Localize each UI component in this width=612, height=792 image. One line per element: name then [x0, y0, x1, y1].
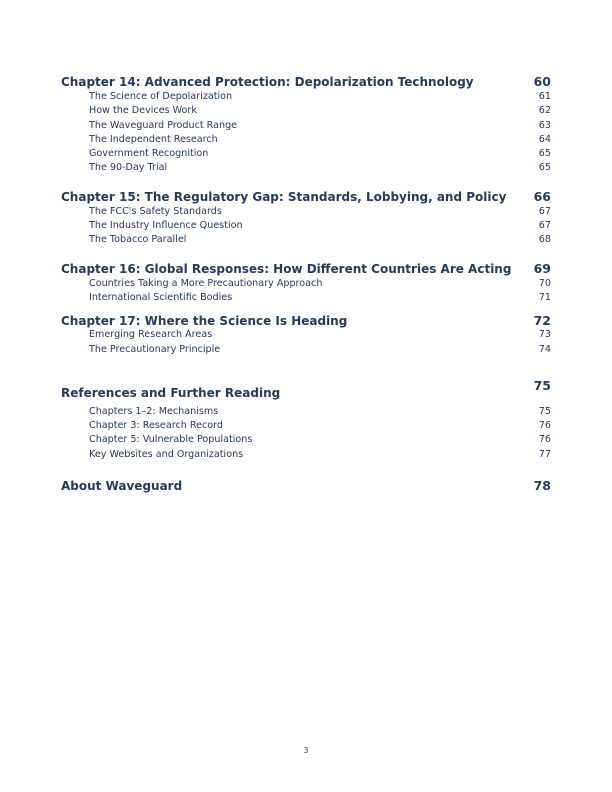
subentry-title: Countries Taking a More Precautionary Approach: [89, 277, 323, 289]
toc-subentry[interactable]: [61, 161, 551, 175]
subentry-title: The Waveguard Product Range: [89, 119, 238, 131]
chapter-title: Chapter 15: The Regulatory Gap: Standards, Lobbying, and Policy: [61, 189, 507, 204]
toc-section: [61, 379, 551, 462]
subentry-page-number: 65: [538, 148, 551, 160]
chapter-title: Chapter 16: Global Responses: How Different Countries Are Acting: [61, 261, 512, 276]
subentry-title: Chapters 1–2: Mechanisms: [89, 405, 219, 417]
subentry-page-number: 76: [538, 434, 551, 446]
toc-chapter-entry[interactable]: [61, 74, 551, 90]
subentry-title: The 90-Day Trial: [89, 162, 168, 174]
toc-section: [61, 74, 551, 176]
subentry-page-number: 77: [538, 448, 551, 460]
subentry-title: The Science of Depolarization: [89, 91, 233, 102]
subentry-page-number: 67: [538, 220, 551, 232]
toc-section: [61, 261, 551, 306]
toc-subentry[interactable]: [61, 277, 551, 291]
subentry-page-number: 68: [538, 234, 551, 246]
toc-subentry[interactable]: [61, 133, 551, 147]
toc-chapter-entry[interactable]: [61, 261, 551, 277]
subentry-page-number: 76: [538, 420, 551, 432]
toc-chapter-entry[interactable]: [61, 478, 551, 494]
toc-subentry[interactable]: [61, 448, 551, 462]
subentry-title: The FCC's Safety Standards: [89, 205, 222, 217]
subentry-title: The Tobacco Parallel: [89, 234, 187, 246]
toc-section: [61, 189, 551, 248]
table-of-contents: [61, 74, 551, 494]
subentry-title: Government Recognition: [89, 148, 209, 160]
chapter-page-number: 75: [533, 377, 551, 393]
toc-subentry[interactable]: [61, 291, 551, 305]
subentry-page-number: 61: [538, 91, 551, 102]
toc-chapter-entry[interactable]: [61, 189, 551, 205]
subentry-title: The Precautionary Principle: [89, 343, 221, 355]
subentry-page-number: 64: [538, 133, 551, 145]
subentry-title: Chapter 5: Vulnerable Populations: [89, 434, 253, 446]
chapter-title: Chapter 14: Advanced Protection: Depolarization Technology: [61, 75, 474, 89]
subentry-title: The Industry Influence Question: [89, 220, 243, 232]
subentry-page-number: 71: [538, 291, 551, 303]
chapter-page-number: 78: [533, 478, 551, 494]
subentry-title: International Scientific Bodies: [89, 291, 233, 303]
subentry-title: Emerging Research Areas: [89, 329, 213, 341]
subentry-page-number: 75: [538, 405, 551, 417]
subentry-title: Key Websites and Organizations: [89, 448, 244, 460]
chapter-title: References and Further Reading: [61, 385, 281, 400]
subentry-page-number: 63: [538, 119, 551, 131]
toc-section: [61, 478, 551, 494]
chapter-page-number: 69: [533, 260, 551, 276]
chapter-page-number: 72: [533, 313, 551, 329]
subentry-page-number: 65: [538, 162, 551, 174]
toc-section: [61, 314, 551, 357]
subentry-page-number: 67: [538, 205, 551, 217]
chapter-page-number: 60: [533, 74, 551, 89]
chapter-title: About Waveguard: [61, 479, 183, 494]
page-number: 3: [303, 746, 309, 755]
chapter-title: Chapter 17: Where the Science Is Heading: [61, 314, 348, 329]
toc-subentry[interactable]: [61, 419, 551, 433]
toc-subentry[interactable]: [61, 405, 551, 419]
toc-subentry[interactable]: [61, 328, 551, 342]
toc-subentry[interactable]: [61, 147, 551, 161]
subentry-title: The Independent Research: [89, 133, 218, 145]
subentry-title: Chapter 3: Research Record: [89, 420, 223, 432]
subentry-page-number: 70: [538, 277, 551, 289]
toc-subentry[interactable]: [61, 433, 551, 447]
toc-subentry[interactable]: [61, 119, 551, 133]
toc-chapter-entry[interactable]: [61, 314, 551, 328]
toc-subentry[interactable]: [61, 104, 551, 118]
subentry-page-number: 73: [538, 329, 551, 341]
toc-subentry[interactable]: [61, 343, 551, 357]
subentry-title: How the Devices Work: [89, 105, 197, 117]
subentry-page-number: 74: [538, 343, 551, 355]
toc-subentry[interactable]: [61, 90, 551, 104]
toc-subentry[interactable]: [61, 233, 551, 247]
toc-chapter-entry[interactable]: [61, 379, 551, 400]
toc-subentry[interactable]: [61, 205, 551, 219]
chapter-page-number: 66: [533, 188, 551, 204]
toc-subentry[interactable]: [61, 219, 551, 233]
subentry-page-number: 62: [538, 105, 551, 117]
